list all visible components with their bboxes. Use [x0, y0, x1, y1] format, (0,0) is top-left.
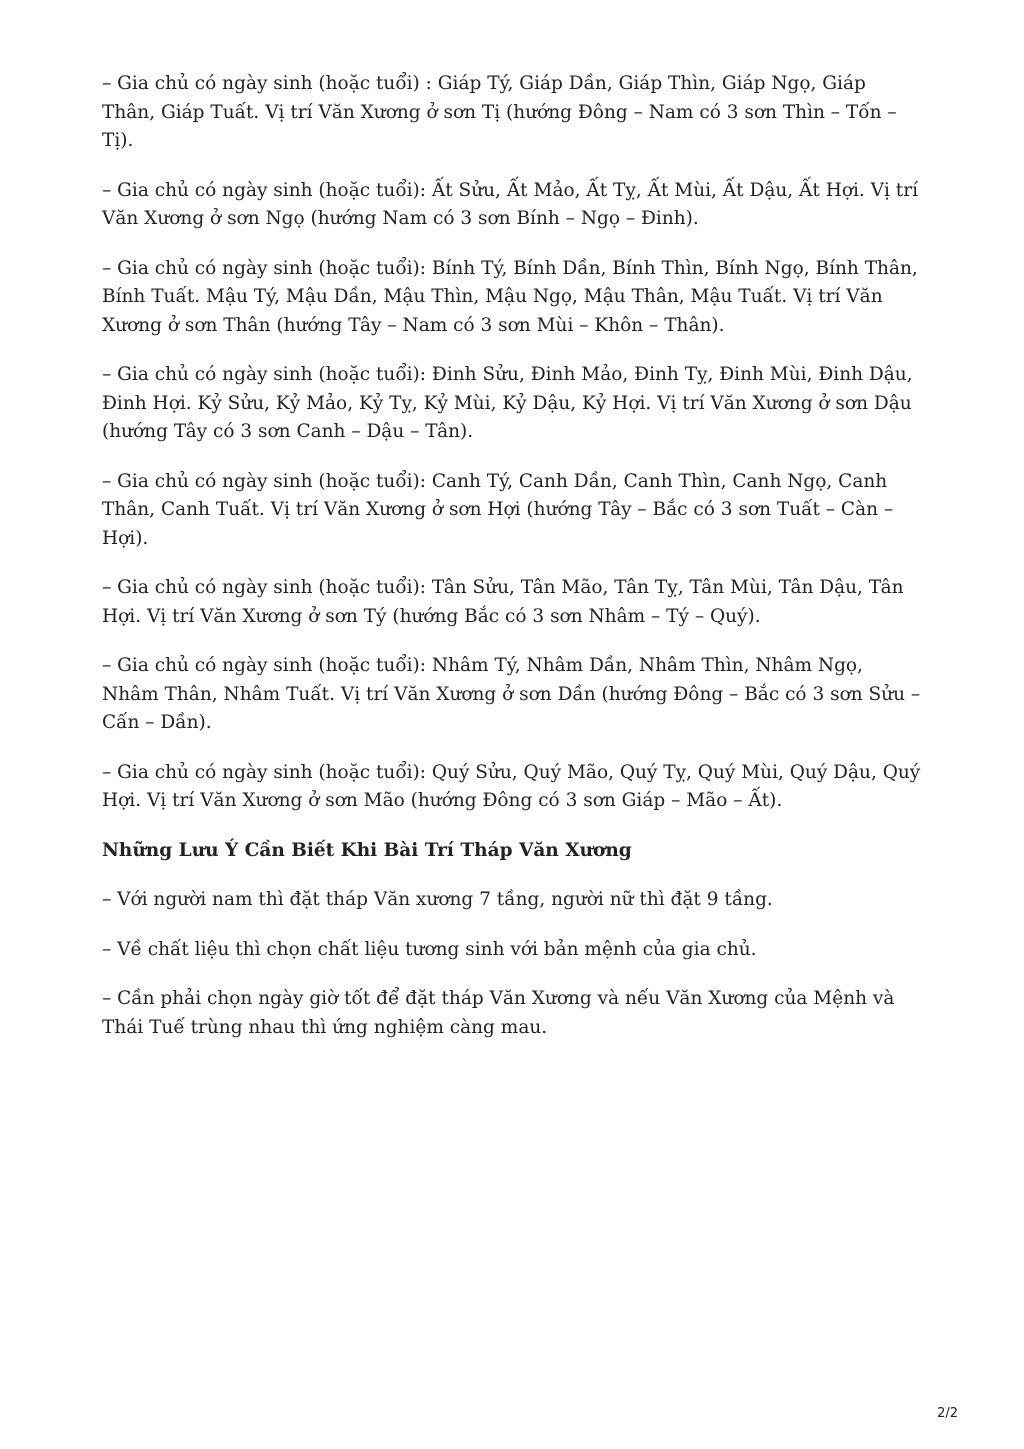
note-tower-floors: – Với người nam thì đặt tháp Văn xương 7 tầng, người nữ thì đặt 9 tầng.	[102, 889, 773, 910]
section-heading: Những Lưu Ý Cần Biết Khi Bài Trí Tháp Văn Xương	[102, 839, 632, 861]
paragraph-giap: – Gia chủ có ngày sinh (hoặc tuổi) : Giáp Tý, Giáp Dần, Giáp Thìn, Giáp Ngọ, Giáp Thân, Giáp Tuất. Vị trí Văn Xương ở sơn Tị (hướng Đông – Nam có 3 sơn Thìn – Tốn – Tị).	[102, 73, 897, 151]
note-auspicious-date: – Cần phải chọn ngày giờ tốt để đặt tháp Văn Xương và nếu Văn Xương của Mệnh và Thái Tuế trùng nhau thì ứng nghiệm càng mau.	[102, 988, 895, 1038]
paragraph-at: – Gia chủ có ngày sinh (hoặc tuổi): Ất Sửu, Ất Mảo, Ất Tỵ, Ất Mùi, Ất Dậu, Ất Hợi. Vị trí Văn Xương ở sơn Ngọ (hướng Nam có 3 sơn Bính – Ngọ – Đinh).	[102, 179, 918, 229]
paragraph-dinh-ky: – Gia chủ có ngày sinh (hoặc tuổi): Đinh Sửu, Đinh Mảo, Đinh Tỵ, Đinh Mùi, Đinh Dậu, Đinh Hợi. Kỷ Sửu, Kỷ Mảo, Kỷ Tỵ, Kỷ Mùi, Kỷ Dậu, Kỷ Hợi. Vị trí Văn Xương ở sơn Dậu (hướng Tây có 3 sơn Canh – Dậu – Tân).	[102, 364, 913, 442]
note-material: – Về chất liệu thì chọn chất liệu tương sinh với bản mệnh của gia chủ.	[102, 938, 757, 960]
page-number: 2/2	[937, 1406, 958, 1421]
paragraph-tan: – Gia chủ có ngày sinh (hoặc tuổi): Tân Sửu, Tân Mão, Tân Tỵ, Tân Mùi, Tân Dậu, Tân Hợi. Vị trí Văn Xương ở sơn Tý (hướng Bắc có 3 sơn Nhâm – Tý – Quý).	[102, 577, 904, 627]
paragraph-binh-mau: – Gia chủ có ngày sinh (hoặc tuổi): Bính Tý, Bính Dần, Bính Thìn, Bính Ngọ, Bính Thân, Bính Tuất. Mậu Tý, Mậu Dần, Mậu Thìn, Mậu Ngọ, Mậu Thân, Mậu Tuất. Vị trí Văn Xương ở sơn Thân (hướng Tây – Nam có 3 sơn Mùi – Khôn – Thân).	[102, 257, 918, 336]
paragraph-canh: – Gia chủ có ngày sinh (hoặc tuổi): Canh Tý, Canh Dần, Canh Thìn, Canh Ngọ, Canh Thân, Canh Tuất. Vị trí Văn Xương ở sơn Hợi (hướng Tây – Bắc có 3 sơn Tuất – Càn – Hợi).	[102, 470, 894, 549]
paragraph-quy: – Gia chủ có ngày sinh (hoặc tuổi): Quý Sửu, Quý Mão, Quý Tỵ, Quý Mùi, Quý Dậu, Quý Hợi. Vị trí Văn Xương ở sơn Mão (hướng Đông có 3 sơn Giáp – Mão – Ất).	[102, 761, 921, 811]
paragraph-nham: – Gia chủ có ngày sinh (hoặc tuổi): Nhâm Tý, Nhâm Dần, Nhâm Thìn, Nhâm Ngọ, Nhâm Thân, Nhâm Tuất. Vị trí Văn Xương ở sơn Dần (hướng Đông – Bắc có 3 sơn Sửu – Cấn – Dần).	[102, 655, 921, 733]
document-body	[102, 70, 922, 1063]
